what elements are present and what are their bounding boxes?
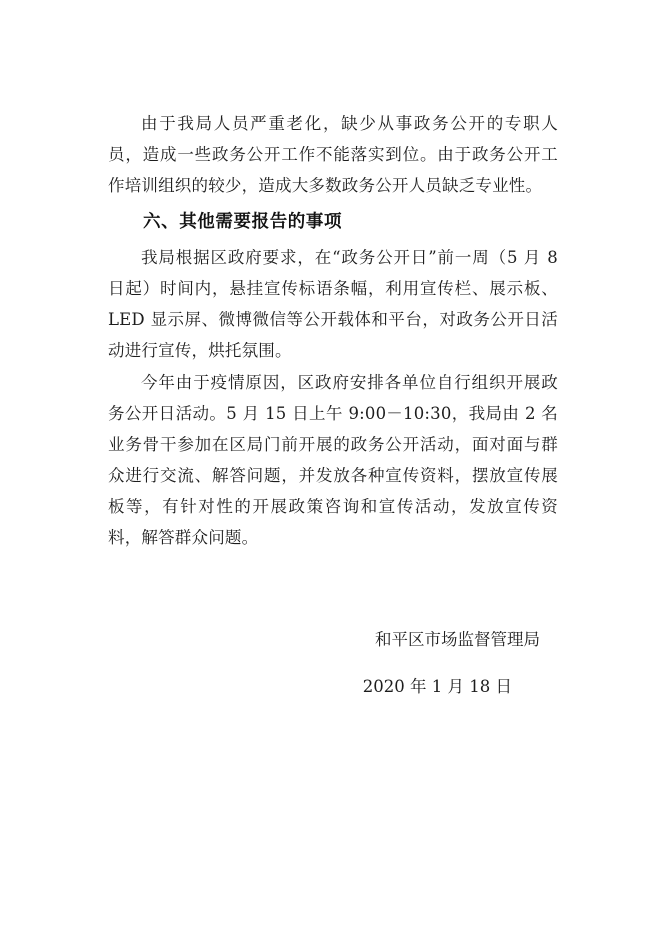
document-body: [108, 108, 558, 702]
signature-organization: 和平区市场监督管理局: [375, 630, 540, 649]
paragraph-activity: 今年由于疫情原因，区政府安排各单位自行组织开展政务公开日活动。5 月 15 日上午 9:00－10:30，我局由 2 名业务骨干参加在区局门前开展的政务公开活动，面对面与群众进行交流、解答问题，并发放各种宣传资料，摆放宣传展板等，有针对性的开展政策咨询和宣传活动，发放宣传资料，解答群众问题。: [108, 373, 558, 547]
paragraph-publicity: 我局根据区政府要求，在“政务公开日”前一周（5 月 8 日起）时间内，悬挂宣传标语条幅，利用宣传栏、展示板、LED 显示屏、微博微信等公开载体和平台，对政务公开日活动进行宣传，烘托氛围。: [108, 248, 558, 360]
section-heading: 六、其他需要报告的事项: [143, 212, 343, 232]
signature-date: 2020 年 1 月 18 日: [362, 677, 512, 696]
signature-spacer: [108, 554, 558, 624]
paragraph-intro: 由于我局人员严重老化，缺少从事政务公开的专职人员，造成一些政务公开工作不能落实到位。由于政务公开工作培训组织的较少，造成大多数政务公开人员缺乏专业性。: [108, 114, 558, 195]
